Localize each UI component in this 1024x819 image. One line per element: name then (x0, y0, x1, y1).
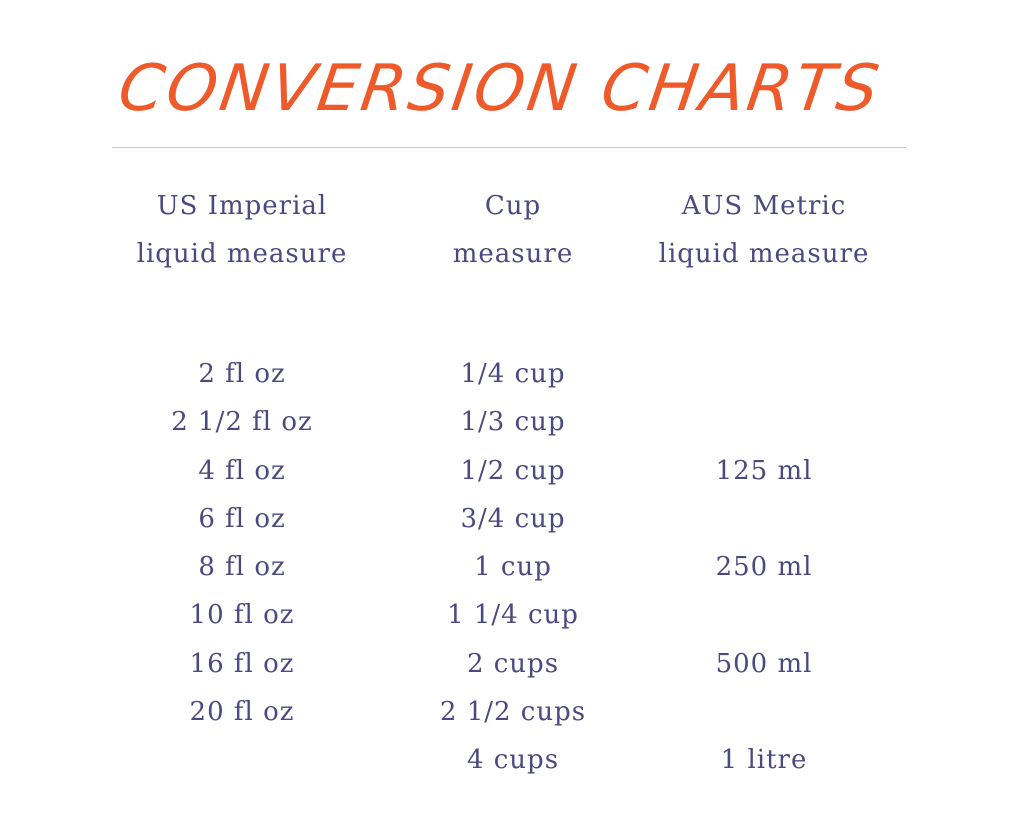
cup-value: 2 cups (466, 648, 560, 679)
aus-metric-value (614, 350, 914, 398)
cup-value: 4 cups (466, 745, 560, 776)
aus-metric-value (614, 398, 914, 446)
us-imperial-value: 6 fl oz (198, 503, 286, 534)
cup-column (378, 182, 648, 785)
aus-metric-header-line2: liquid measure (658, 239, 870, 269)
us-imperial-value: 10 fl oz (189, 600, 295, 631)
aus-metric-column (614, 182, 914, 785)
aus-metric-value: 1 litre (720, 745, 808, 776)
aus-metric-value (614, 591, 914, 639)
cup-value: 1/4 cup (460, 359, 566, 389)
us-imperial-value: 8 fl oz (198, 552, 286, 583)
cup-value: 1 cup (474, 552, 552, 583)
us-imperial-value: 20 fl oz (189, 697, 295, 728)
cup-header-line1: Cup (484, 191, 542, 221)
us-imperial-value (92, 736, 392, 784)
us-imperial-header-line2: liquid measure (136, 239, 348, 269)
aus-metric-value: 500 ml (715, 648, 813, 679)
cup-header-line2: measure (452, 239, 574, 269)
cup-value: 1 1/4 cup (447, 600, 579, 631)
us-imperial-value: 2 1/2 fl oz (171, 407, 313, 438)
aus-metric-value (614, 495, 914, 543)
aus-metric-value: 250 ml (715, 552, 813, 583)
aus-metric-value: 125 ml (715, 455, 813, 486)
cup-value: 1/2 cup (460, 455, 566, 486)
page-title: CONVERSION CHARTS (114, 52, 886, 126)
us-imperial-column (92, 182, 392, 785)
aus-metric-value (614, 688, 914, 736)
us-imperial-value: 4 fl oz (198, 455, 286, 486)
cup-value: 1/3 cup (460, 407, 566, 438)
cup-value: 3/4 cup (460, 503, 566, 534)
us-imperial-value: 2 fl oz (198, 359, 286, 389)
us-imperial-value: 16 fl oz (189, 648, 295, 679)
cup-value: 2 1/2 cups (439, 697, 587, 728)
us-imperial-header-line1: US Imperial (156, 191, 328, 221)
title-divider (112, 147, 906, 148)
aus-metric-header-line1: AUS Metric (681, 191, 847, 221)
